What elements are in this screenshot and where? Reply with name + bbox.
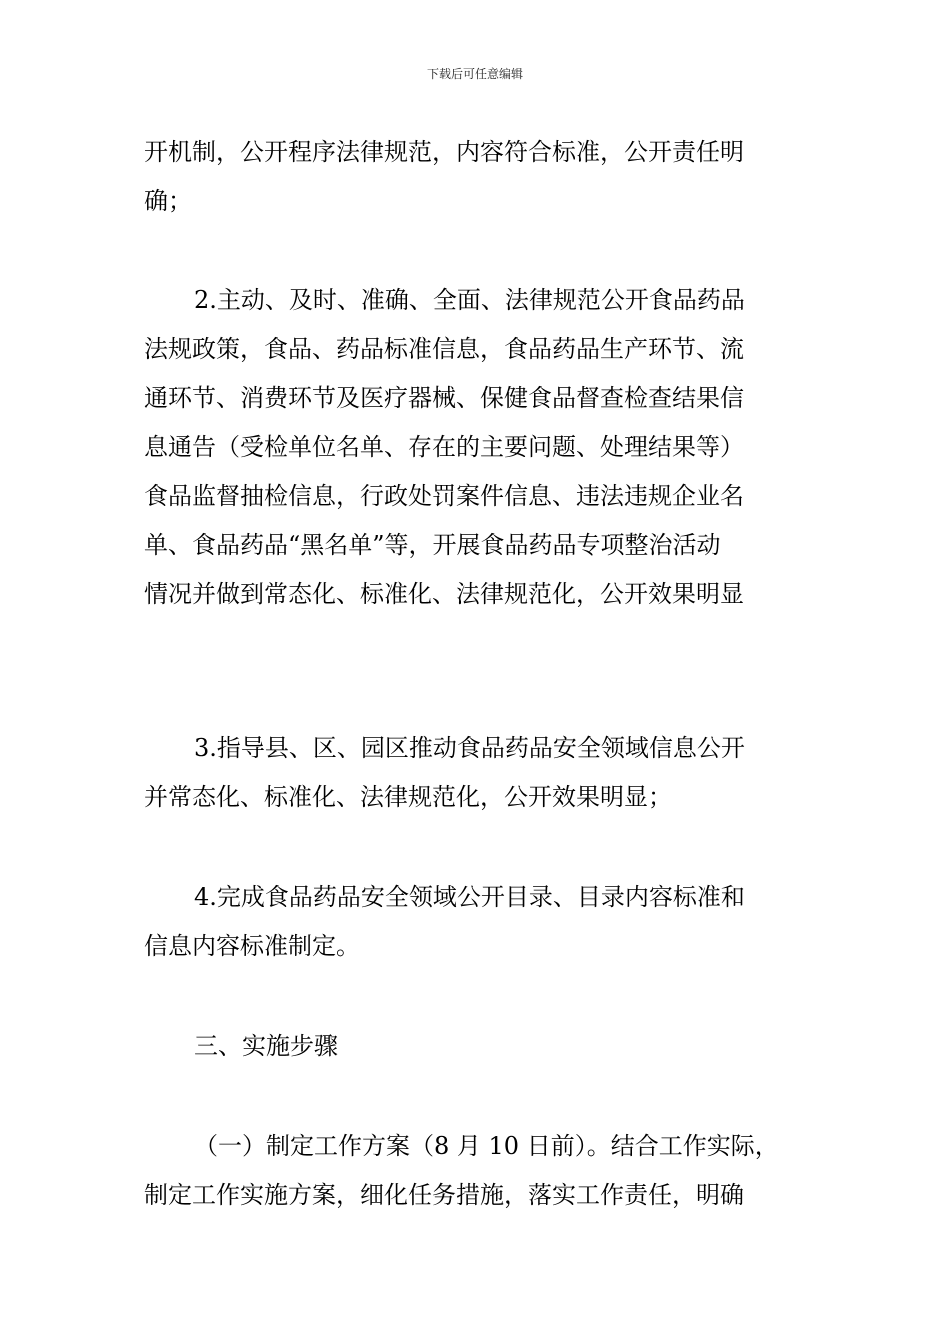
text-line: 确；	[144, 187, 192, 215]
paragraph-item-2	[144, 276, 745, 619]
text-line: 食品监督抽检信息，行政处罚案件信息、违法违规企业名	[144, 482, 744, 510]
text-line: 单、食品药品“黑名单”等，开展食品药品专项整治活动	[144, 531, 721, 559]
text-line: 制定工作实施方案，细化任务措施，落实工作责任，明确	[144, 1181, 744, 1209]
section-heading	[144, 1022, 338, 1071]
text-line: 开机制，公开程序法律规范，内容符合标准，公开责任明	[144, 138, 744, 166]
text-line: 2.主动、及时、准确、全面、法律规范公开食品药品	[194, 286, 745, 314]
text-line: （一）制定工作方案（8 月 10 日前）。结合工作实际，	[194, 1132, 779, 1160]
text-line: 4.完成食品药品安全领域公开目录、目录内容标准和	[194, 883, 745, 911]
text-line: 并常态化、标准化、法律规范化，公开效果明显；	[144, 783, 672, 811]
text-line: 三、实施步骤	[194, 1032, 338, 1060]
text-line: 信息内容标准制定。	[144, 932, 360, 960]
page-header: 下载后可任意编辑	[426, 67, 523, 81]
paragraph-continuation	[144, 128, 744, 226]
text-line: 情况并做到常态化、标准化、法律规范化，公开效果明显	[144, 580, 744, 608]
paragraph-item-3	[144, 724, 745, 822]
paragraph-item-4	[144, 873, 745, 971]
text-line: 3.指导县、区、园区推动食品药品安全领域信息公开	[194, 734, 745, 762]
paragraph-step-1	[144, 1122, 779, 1220]
text-line: 息通告（受检单位名单、存在的主要问题、处理结果等）	[144, 433, 744, 461]
text-line: 法规政策，食品、药品标准信息，食品药品生产环节、流	[144, 335, 744, 363]
text-line: 通环节、消费环节及医疗器械、保健食品督查检查结果信	[144, 384, 744, 412]
